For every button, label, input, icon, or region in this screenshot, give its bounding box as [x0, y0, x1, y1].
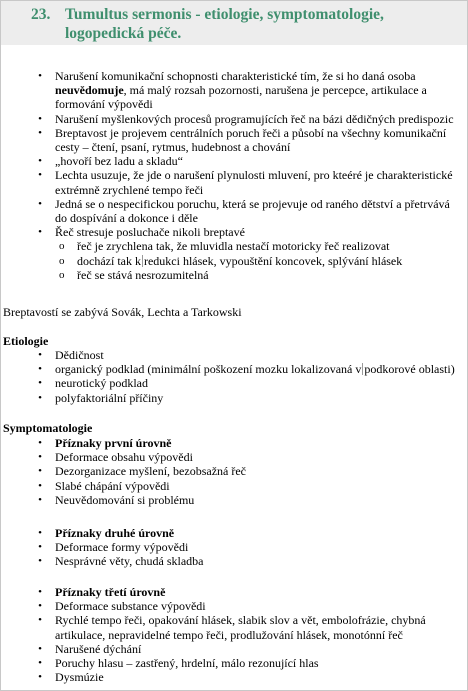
- level-heading: • Příznaky třetí úrovně: [1, 585, 467, 599]
- list-item: • Nesprávné věty, chudá skladba: [1, 554, 467, 568]
- intro-list: [1, 69, 467, 239]
- list-item: • Rychlé tempo řeči, opakování hlásek, slabik slov a vět, embolofrázie, chybná artikulace, nepravidelné tempo řeči, prodlužování hlásek, monotónní řeč: [1, 613, 467, 641]
- bullet-icon: •: [38, 349, 42, 361]
- level-heading: • Příznaky druhé úrovně: [1, 526, 467, 540]
- list-item: • „hovoří bez ladu a skladu“: [1, 154, 467, 168]
- bullet-icon: •: [38, 642, 42, 655]
- bullet-icon: •: [38, 657, 42, 670]
- list-item: • organický podklad (minimální poškození mozku lokalizovaná v podkorové oblasti): [1, 362, 467, 376]
- list-item: • Dědičnost: [1, 348, 467, 362]
- heading-line-2: logopedická péče.: [65, 25, 182, 42]
- list-item: • Dezorganizace myšlení, bezobsažná řeč: [1, 464, 467, 478]
- list-item: • Narušení komunikační schopnosti charakteristické tím, že si ho daná osoba neuvědomuje, má malý rozsah pozornosti, narušena je percepce, artikulace a formování výpovědi: [1, 69, 467, 112]
- list-item: • Deformace obsahu výpovědi: [1, 450, 467, 464]
- circle-bullet-icon: o: [59, 254, 65, 267]
- heading-number: 23.: [31, 6, 51, 23]
- bullet-icon: •: [38, 541, 42, 554]
- bullet-icon: •: [38, 451, 42, 464]
- authors-line: Breptavostí se zabývá Sovák, Lechta a Tarkowski: [3, 305, 242, 319]
- heading-line-1: Tumultus sermonis - etiologie, symptomatologie,: [65, 6, 384, 23]
- list-item: • Poruchy hlasu – zastřený, hrdelní, málo rezonující hlas: [1, 656, 467, 670]
- bullet-icon: •: [38, 226, 42, 239]
- bullet-icon: •: [38, 614, 42, 627]
- etiology-section: [1, 348, 467, 405]
- level-3-section: [1, 585, 467, 684]
- bullet-icon: •: [38, 465, 42, 478]
- bullet-icon: •: [38, 70, 42, 82]
- bullet-icon: •: [38, 555, 42, 568]
- text-cursor-mark: [142, 255, 143, 267]
- intro-section: [1, 69, 467, 282]
- sub-list: [1, 239, 467, 282]
- circle-bullet-icon: o: [59, 268, 65, 281]
- bullet-icon: •: [38, 437, 42, 449]
- symptomatology-title: Symptomatologie: [3, 421, 93, 435]
- level-2-section: [1, 526, 467, 569]
- list-item: • Lechta usuzuje, že jde o narušení plynulosti mluvení, pro kteéré je charakteristické extrémně zrychlené tempo řeči: [1, 168, 467, 196]
- bullet-icon: •: [38, 479, 42, 492]
- bullet-icon: •: [38, 363, 42, 376]
- heading-band: [1, 1, 467, 45]
- bullet-icon: •: [38, 169, 42, 182]
- list-item: • Neuvědomování si problému: [1, 493, 467, 507]
- bullet-icon: •: [38, 586, 42, 598]
- list-item: • Narušené dýchání: [1, 642, 467, 656]
- list-item: • Dysmúzie: [1, 670, 467, 684]
- sub-list-item: o dochází tak k redukci hlásek, vypouštění koncovek, splývání hlásek: [59, 253, 403, 268]
- sub-list-item: o řeč je zrychlena tak, že mluvidla nestačí motoricky řeč realizovat: [59, 239, 390, 254]
- etiology-list: [1, 348, 467, 405]
- bullet-icon: •: [38, 155, 42, 168]
- bullet-icon: •: [38, 126, 42, 139]
- list-item: • Narušení myšlenkových procesů programujících řeč na bázi dědičných predispozic: [1, 112, 467, 126]
- sub-list-item: o řeč se stává nesrozumitelná: [59, 267, 209, 282]
- section-heading: [31, 5, 451, 43]
- level-heading: • Příznaky první úrovně: [1, 436, 467, 450]
- list-item: • Breptavost je projevem centrálních poruch řeči a působí na všechny komunikační cesty – čtení, psaní, rytmus, hudebnost a chování: [1, 126, 467, 154]
- list-item: • Jedná se o nespecifickou poruchu, která se projevuje od raného dětství a přetrvává do dospívání a dokonce i děle: [1, 197, 467, 225]
- bullet-icon: •: [38, 197, 42, 210]
- list-item: • Deformace substance výpovědi: [1, 599, 467, 613]
- circle-bullet-icon: o: [59, 240, 65, 253]
- list-item: • Slabé chápání výpovědi: [1, 479, 467, 493]
- bullet-icon: •: [38, 527, 42, 539]
- etiology-title: Etiologie: [3, 334, 49, 348]
- bullet-icon: •: [38, 493, 42, 506]
- bullet-icon: •: [38, 391, 42, 404]
- list-item: • Řeč stresuje posluchače nikoli breptavé: [1, 225, 467, 239]
- list-item: • polyfaktoriální příčiny: [1, 391, 467, 405]
- bullet-icon: •: [38, 600, 42, 613]
- list-item: • neurotický podklad: [1, 376, 467, 390]
- bullet-icon: •: [38, 671, 42, 684]
- bullet-icon: •: [38, 112, 42, 125]
- list-item: • Deformace formy výpovědi: [1, 540, 467, 554]
- level-1-section: [1, 436, 467, 507]
- bullet-icon: •: [38, 377, 42, 390]
